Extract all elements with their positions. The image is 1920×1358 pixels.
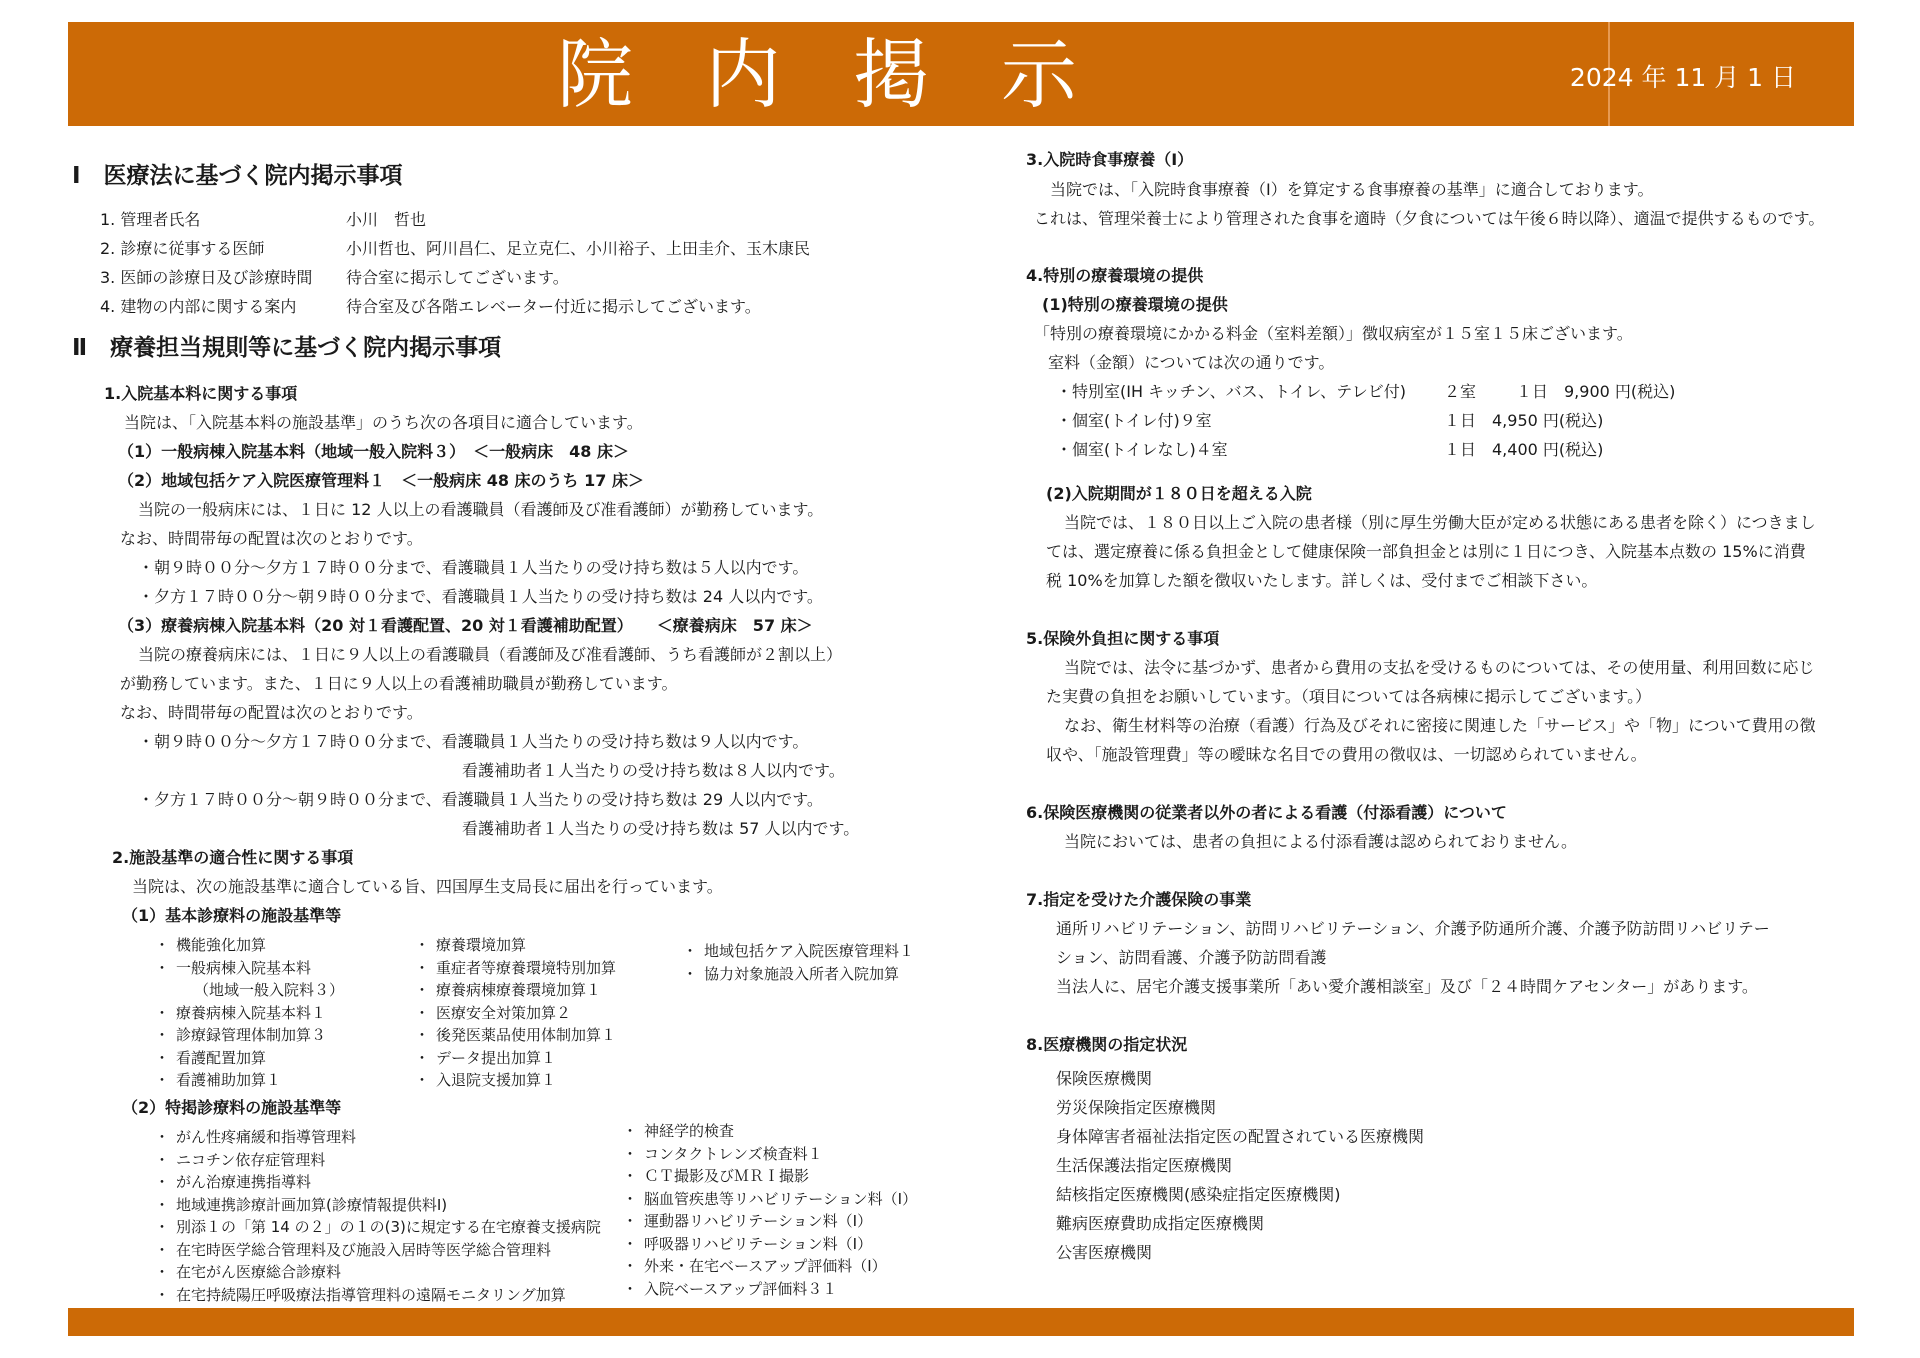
list-item: ・ 一般病棟入院基本料	[148, 957, 344, 980]
s2-sub1-p2a: 当院の一般病床には、１日に 12 人以上の看護職員（看護師及び准看護師）が勤務しています。	[138, 500, 824, 519]
basic-standards-col3	[676, 940, 914, 985]
s7-para-3: 当法人に、居宅介護支援事業所「あい愛介護相談室」及び「２４時間ケアセンター」があります。	[1056, 977, 1758, 996]
s2-sub1-p3a: 当院の療養病床には、１日に９人以上の看護職員（看護師及び准看護師、うち看護師が２割以上）	[138, 645, 843, 664]
list-item: ・ 外来・在宅ベースアップ評価料（Ⅰ）	[616, 1255, 917, 1278]
designation-list	[1056, 1064, 1424, 1267]
s1-value-4: 待合室及び各階エレベーター付近に掲示してございます。	[346, 297, 761, 316]
s5-para-2: た実費の負担をお願いしています。（項目については各病棟に掲示してございます。）	[1046, 687, 1652, 706]
s3-line-2: これは、管理栄養士により管理された食事を適時（夕食については午後６時以降）、適温で提供するものです。	[1034, 209, 1825, 228]
list-item: 結核指定医療機関(感染症指定医療機関)	[1056, 1185, 1341, 1204]
list-item: ・ 医療安全対策加算２	[408, 1002, 616, 1025]
s3-line-1: 当院では、「入院時食事療養（Ⅰ）を算定する食事療養の基準」に適合しております。	[1050, 180, 1654, 199]
s2-sub2-intro: 当院は、次の施設基準に適合している旨、四国厚生支局長に届出を行っています。	[132, 877, 723, 896]
s1-value-1: 小川 哲也	[346, 210, 427, 229]
list-item: ・ 診療録管理体制加算３	[148, 1024, 344, 1047]
list-item: ・ 療養病棟入院基本料１	[148, 1002, 344, 1025]
list-item: ・ 看護補助加算１	[148, 1069, 344, 1092]
room-3-name: ・個室(トイレなし)４室	[1056, 440, 1228, 459]
list-item: ・ 後発医薬品使用体制加算１	[408, 1024, 616, 1047]
list-item: 難病医療費助成指定医療機関	[1056, 1214, 1265, 1233]
s1-value-2: 小川哲也、阿川昌仁、足立克仁、小川裕子、上田圭介、玉木康民	[346, 239, 811, 258]
s3-title: 3.入院時食事療養（Ⅰ）	[1026, 150, 1194, 169]
s4-sub1: (1)特別の療養環境の提供	[1042, 295, 1228, 314]
special-standards-col2	[616, 1120, 917, 1300]
list-item: ・ 重症者等療養環境特別加算	[408, 957, 616, 980]
list-item: ・ 脳血管疾患等リハビリテーション料（Ⅰ）	[616, 1188, 917, 1211]
s7-para-2: ション、訪問看護、介護予防訪問看護	[1056, 948, 1327, 967]
s2-sub1-p3b: が勤務しています。また、１日に９人以上の看護補助職員が勤務しています。	[120, 674, 678, 693]
posting-date: 2024 年 11 月 1 日	[1569, 63, 1796, 92]
s2-sub2-title: 2.施設基準の適合性に関する事項	[112, 848, 354, 867]
s1-label-2: 2. 診療に従事する医師	[100, 239, 265, 258]
list-item: ・ 機能強化加算	[148, 934, 344, 957]
list-item: ・ コンタクトレンズ検査料１	[616, 1143, 917, 1166]
list-item: ・ 看護配置加算	[148, 1047, 344, 1070]
list-item: ・ ＣＴ撮影及びＭＲＩ撮影	[616, 1165, 917, 1188]
list-item: 保険医療機関	[1056, 1069, 1153, 1088]
s2-sub1-p2b: なお、時間帯毎の配置は次のとおりです。	[120, 529, 423, 548]
basic-standards-col1	[148, 934, 344, 1092]
s1-label-4: 4. 建物の内部に関する案内	[100, 297, 297, 316]
s2-sub1-p3e: 看護補助者１人当たりの受け持ち数は８人以内です。	[462, 761, 845, 780]
list-item: ・ 運動器リハビリテーション料（Ⅰ）	[616, 1210, 917, 1233]
basic-standards-title: （1）基本診療料の施設基準等	[122, 906, 342, 925]
s5-para-4: 収や、「施設管理費」等の曖昧な名目での費用の徴収は、一切認められていません。	[1046, 745, 1647, 764]
list-item: ・ 在宅持続陽圧呼吸療法指導管理料の遠隔モニタリング加算	[148, 1284, 601, 1307]
list-item: 身体障害者福祉法指定医の配置されている医療機関	[1056, 1127, 1425, 1146]
list-item: ・ 療養病棟療養環境加算１	[408, 979, 616, 1002]
room-3-price: １日 4,400 円(税込)	[1444, 440, 1604, 459]
s2-sub1-p1: （1）一般病棟入院基本料（地域一般入院料３） ＜一般病床 48 床＞	[118, 442, 629, 461]
list-item: 公害医療機関	[1056, 1243, 1153, 1262]
s4-para-3: 税 10%を加算した額を徴収いたします。詳しくは、受付までご相談下さい。	[1046, 571, 1598, 590]
list-item: ・ 別添１の「第 14 の２」の１の(3)に規定する在宅療養支援病院	[148, 1216, 601, 1239]
s4-para-1: 当院では、１８０日以上ご入院の患者様（別に厚生労働大臣が定める状態にある患者を除く）につきまし	[1064, 513, 1816, 532]
s1-label-1: 1. 管理者氏名	[100, 210, 201, 229]
header-banner	[68, 22, 1854, 126]
s2-sub1-p3g: 看護補助者１人当たりの受け持ち数は 57 人以内です。	[462, 819, 860, 838]
s2-sub1-p3c: なお、時間帯毎の配置は次のとおりです。	[120, 703, 423, 722]
list-item: ・ 神経学的検査	[616, 1120, 917, 1143]
s1-label-3: 3. 医師の診療日及び診療時間	[100, 268, 313, 287]
s4-line-2: 室料（金額）については次の通りです。	[1048, 353, 1335, 372]
s4-title: 4.特別の療養環境の提供	[1026, 266, 1204, 285]
room-1-count: ２室	[1444, 382, 1477, 401]
room-1-price: １日 9,900 円(税込)	[1516, 382, 1676, 401]
s6-para-1: 当院においては、患者の負担による付添看護は認められておりません。	[1064, 832, 1577, 851]
s2-sub1-p3f: ・夕方１７時００分～朝９時００分まで、看護職員１人当たりの受け持ち数は 29 人以内です。	[138, 790, 823, 809]
special-standards-col1	[148, 1126, 601, 1306]
list-item: ・ 呼吸器リハビリテーション料（Ⅰ）	[616, 1233, 917, 1256]
s2-sub1-intro: 当院は、「入院基本料の施設基準」のうち次の各項目に適合しています。	[124, 413, 643, 432]
s2-sub1-p3: （3）療養病棟入院基本料（20 対１看護配置、20 対１看護補助配置） ＜療養病床 57 床＞	[118, 616, 813, 635]
room-1-name: ・特別室(IH キッチン、バス、トイレ、テレビ付)	[1056, 382, 1407, 401]
s5-para-3: なお、衛生材料等の治療（看護）行為及びそれに密接に関連した「サービス」や「物」について費用の徴	[1064, 716, 1816, 735]
s7-title: 7.指定を受けた介護保険の事業	[1026, 890, 1252, 909]
list-item: ・ 入院ベースアップ評価料３１	[616, 1278, 917, 1301]
list-item: ・ 療養環境加算	[408, 934, 616, 957]
basic-standards-col2	[408, 934, 616, 1092]
list-item: ・ がん性疼痛緩和指導管理料	[148, 1126, 601, 1149]
list-item: 労災保険指定医療機関	[1056, 1098, 1217, 1117]
section-1-heading: Ⅰ 医療法に基づく院内掲示事項	[72, 163, 403, 189]
list-item: ・ がん治療連携指導料	[148, 1171, 601, 1194]
s2-sub1-p2d: ・夕方１７時００分～朝９時００分まで、看護職員１人当たりの受け持ち数は 24 人以内です。	[138, 587, 823, 606]
s2-sub1-title: 1.入院基本料に関する事項	[104, 384, 298, 403]
room-2-price: １日 4,950 円(税込)	[1444, 411, 1604, 430]
s2-sub1-p2c: ・朝９時００分～夕方１７時００分まで、看護職員１人当たりの受け持ち数は５人以内です。	[138, 558, 809, 577]
special-standards-title: （2）特掲診療料の施設基準等	[122, 1098, 342, 1117]
page-title: 院内掲示	[557, 30, 1149, 119]
list-item: ・ 協力対象施設入所者入院加算	[676, 963, 914, 986]
s6-title: 6.保険医療機関の従業者以外の者による看護（付添看護）について	[1026, 803, 1507, 822]
s4-line-1: 「特別の療養環境にかかる料金（室料差額）」徴収病室が１５室１５床ございます。	[1034, 324, 1633, 343]
list-item: ・ データ提出加算１	[408, 1047, 616, 1070]
s4-sub2: (2)入院期間が１８０日を超える入院	[1046, 484, 1312, 503]
list-item: 生活保護法指定医療機関	[1056, 1156, 1233, 1175]
list-item: ・ 入退院支援加算１	[408, 1069, 616, 1092]
footer-bar	[68, 1308, 1854, 1336]
s1-value-3: 待合室に掲示してございます。	[346, 268, 569, 287]
list-item: ・ 在宅がん医療総合診療料	[148, 1261, 601, 1284]
list-item: ・ ニコチン依存症管理料	[148, 1149, 601, 1172]
s2-sub1-p3d: ・朝９時００分～夕方１７時００分まで、看護職員１人当たりの受け持ち数は９人以内です。	[138, 732, 809, 751]
s7-para-1: 通所リハビリテーション、訪問リハビリテーション、介護予防通所介護、介護予防訪問リハビリテー	[1056, 919, 1770, 938]
list-item: ・ 地域包括ケア入院医療管理料１	[676, 940, 914, 963]
list-item: ・ 地域連携診療計画加算(診療情報提供料Ⅰ)	[148, 1194, 601, 1217]
s5-para-1: 当院では、法令に基づかず、患者から費用の支払を受けるものについては、その使用量、利用回数に応じ	[1064, 658, 1815, 677]
s2-sub1-p2: （2）地域包括ケア入院医療管理料１ ＜一般病床 48 床のうち 17 床＞	[118, 471, 644, 490]
s5-title: 5.保険外負担に関する事項	[1026, 629, 1220, 648]
list-item: （地域一般入院料３）	[194, 981, 345, 999]
section-2-heading: Ⅱ 療養担当規則等に基づく院内掲示事項	[72, 335, 502, 361]
list-item: ・ 在宅時医学総合管理料及び施設入居時等医学総合管理料	[148, 1239, 601, 1262]
room-2-name: ・個室(トイレ付)９室	[1056, 411, 1212, 430]
s8-title: 8.医療機関の指定状況	[1026, 1035, 1188, 1054]
s4-para-2: ては、選定療養に係る負担金として健康保険一部負担金とは別に１日につき、入院基本点数の 15%に消費	[1046, 542, 1806, 561]
